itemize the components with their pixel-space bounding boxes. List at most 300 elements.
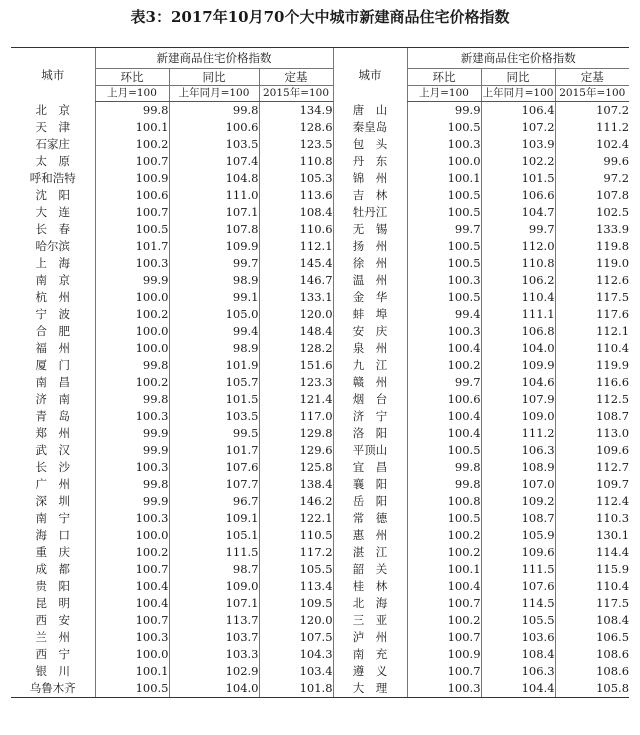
- city-name: 温 州: [333, 272, 407, 289]
- city-name: 唐 山: [333, 102, 407, 120]
- base-value: 103.4: [259, 663, 333, 680]
- page-title: 表3：2017年10月70个大中城市新建商品住宅价格指数: [130, 8, 510, 26]
- mom-value: 100.4: [407, 408, 481, 425]
- mom-value: 99.8: [95, 476, 169, 493]
- mom-value: 100.5: [407, 238, 481, 255]
- mom-value: 100.2: [95, 136, 169, 153]
- mom-value: 100.5: [407, 510, 481, 527]
- base-value: 112.5: [555, 391, 629, 408]
- yoy-value: 112.0: [481, 238, 555, 255]
- city-name: 无 锡: [333, 221, 407, 238]
- yoy-value: 103.5: [169, 136, 259, 153]
- base-value: 105.3: [259, 170, 333, 187]
- base-value: 117.5: [555, 595, 629, 612]
- mom-value: 100.7: [95, 153, 169, 170]
- city-name: 兰 州: [35, 630, 70, 644]
- yoy-value: 98.9: [169, 340, 259, 357]
- city-name: 武 汉: [35, 443, 70, 457]
- base-value: 102.5: [555, 204, 629, 221]
- base-mom-label: 上月=100: [95, 86, 169, 102]
- base-value: 151.6: [259, 357, 333, 374]
- base-value: 117.5: [555, 289, 629, 306]
- mom-value: 100.1: [407, 561, 481, 578]
- city-name: 牡丹江: [333, 204, 407, 221]
- city-name: 成 都: [35, 562, 70, 576]
- table-row: [11, 612, 629, 629]
- base-value: 111.2: [555, 119, 629, 136]
- yoy-value: 110.8: [481, 255, 555, 272]
- mom-value: 100.3: [95, 629, 169, 646]
- col-yoy-header-right: 同比: [481, 69, 555, 86]
- base-value: 102.4: [555, 136, 629, 153]
- city-name: 徐 州: [333, 255, 407, 272]
- table-row: [11, 476, 629, 493]
- mom-value: 100.7: [95, 612, 169, 629]
- base-value: 110.4: [555, 578, 629, 595]
- mom-value: 101.7: [95, 238, 169, 255]
- base-value: 119.8: [555, 238, 629, 255]
- mom-value: 100.5: [95, 680, 169, 698]
- mom-value: 99.8: [95, 357, 169, 374]
- city-name: 西 安: [35, 613, 70, 627]
- yoy-value: 98.9: [169, 272, 259, 289]
- mom-value: 99.9: [95, 425, 169, 442]
- yoy-value: 106.2: [481, 272, 555, 289]
- yoy-value: 104.8: [169, 170, 259, 187]
- table-row: [11, 442, 629, 459]
- base-mom-label-right: 上月=100: [407, 86, 481, 102]
- mom-value: 99.9: [95, 272, 169, 289]
- base-value: 119.9: [555, 357, 629, 374]
- table-row: [11, 187, 629, 204]
- base-value: 112.1: [555, 323, 629, 340]
- yoy-value: 105.7: [169, 374, 259, 391]
- city-name: 南 昌: [35, 375, 70, 389]
- mom-value: 100.0: [95, 340, 169, 357]
- table-row: [11, 391, 629, 408]
- yoy-value: 105.0: [169, 306, 259, 323]
- city-column-header-right: 城市: [333, 48, 407, 102]
- base-value: 134.9: [259, 102, 333, 120]
- city-name: 福 州: [35, 341, 70, 355]
- city-name: 南 京: [35, 273, 70, 287]
- base-value: 128.2: [259, 340, 333, 357]
- city-name: 三 亚: [333, 612, 407, 629]
- city-name: 秦皇岛: [333, 119, 407, 136]
- yoy-value: 106.3: [481, 442, 555, 459]
- base-value: 97.2: [555, 170, 629, 187]
- mom-value: 100.5: [407, 187, 481, 204]
- mom-value: 99.8: [95, 391, 169, 408]
- base-fixed-label-right: 2015年=100: [555, 86, 629, 102]
- city-name: 湛 江: [333, 544, 407, 561]
- mom-value: 100.5: [95, 221, 169, 238]
- base-value: 115.9: [555, 561, 629, 578]
- base-value: 113.6: [259, 187, 333, 204]
- yoy-value: 99.7: [481, 221, 555, 238]
- yoy-value: 103.3: [169, 646, 259, 663]
- city-name: 惠 州: [333, 527, 407, 544]
- base-value: 120.0: [259, 612, 333, 629]
- base-value: 129.8: [259, 425, 333, 442]
- yoy-value: 104.4: [481, 680, 555, 698]
- yoy-value: 101.7: [169, 442, 259, 459]
- mom-value: 100.6: [407, 391, 481, 408]
- base-value: 112.7: [555, 459, 629, 476]
- table-row: [11, 374, 629, 391]
- base-value: 110.4: [555, 340, 629, 357]
- city-name: 乌鲁木齐: [11, 680, 95, 698]
- mom-value: 100.4: [95, 578, 169, 595]
- yoy-value: 103.5: [169, 408, 259, 425]
- table-row: [11, 204, 629, 221]
- index-group-header-right: 新建商品住宅价格指数: [407, 48, 629, 69]
- base-value: 119.0: [555, 255, 629, 272]
- mom-value: 100.6: [95, 187, 169, 204]
- yoy-value: 106.3: [481, 663, 555, 680]
- mom-value: 100.3: [95, 459, 169, 476]
- city-column-header: 城市: [11, 48, 95, 102]
- base-value: 133.1: [259, 289, 333, 306]
- mom-value: 100.2: [95, 306, 169, 323]
- table-row: [11, 680, 629, 698]
- yoy-value: 99.7: [169, 255, 259, 272]
- yoy-value: 108.4: [481, 646, 555, 663]
- city-name: 北 京: [35, 102, 70, 117]
- base-value: 145.4: [259, 255, 333, 272]
- base-value: 130.1: [555, 527, 629, 544]
- table-row: [11, 493, 629, 510]
- city-name: 北 海: [333, 595, 407, 612]
- table-row: [11, 663, 629, 680]
- city-name: 杭 州: [35, 290, 70, 304]
- yoy-value: 109.6: [481, 544, 555, 561]
- table-row: [11, 629, 629, 646]
- base-value: 108.4: [259, 204, 333, 221]
- city-name: 蚌 埠: [333, 306, 407, 323]
- base-value: 112.6: [555, 272, 629, 289]
- mom-value: 100.5: [407, 442, 481, 459]
- base-value: 133.9: [555, 221, 629, 238]
- yoy-value: 107.0: [481, 476, 555, 493]
- table-row: [11, 425, 629, 442]
- base-value: 128.6: [259, 119, 333, 136]
- base-yoy-label-right: 上年同月=100: [481, 86, 555, 102]
- base-value: 99.6: [555, 153, 629, 170]
- city-name: 洛 阳: [333, 425, 407, 442]
- city-name: 金 华: [333, 289, 407, 306]
- yoy-value: 111.1: [481, 306, 555, 323]
- yoy-value: 107.6: [169, 459, 259, 476]
- yoy-value: 102.9: [169, 663, 259, 680]
- yoy-value: 106.4: [481, 102, 555, 120]
- city-name: 岳 阳: [333, 493, 407, 510]
- mom-value: 99.8: [95, 102, 169, 120]
- base-value: 109.6: [555, 442, 629, 459]
- yoy-value: 107.2: [481, 119, 555, 136]
- yoy-value: 104.6: [481, 374, 555, 391]
- city-name: 常 德: [333, 510, 407, 527]
- yoy-value: 99.4: [169, 323, 259, 340]
- city-name: 襄 阳: [333, 476, 407, 493]
- mom-value: 100.7: [95, 204, 169, 221]
- mom-value: 100.5: [407, 289, 481, 306]
- base-value: 125.8: [259, 459, 333, 476]
- yoy-value: 98.7: [169, 561, 259, 578]
- mom-value: 100.4: [95, 595, 169, 612]
- base-value: 138.4: [259, 476, 333, 493]
- base-value: 107.2: [555, 102, 629, 120]
- mom-value: 99.9: [95, 493, 169, 510]
- mom-value: 100.3: [407, 323, 481, 340]
- table-row: [11, 272, 629, 289]
- mom-value: 100.2: [95, 544, 169, 561]
- table-row: [11, 306, 629, 323]
- mom-value: 100.3: [407, 680, 481, 698]
- mom-value: 100.1: [95, 119, 169, 136]
- city-name: 石家庄: [35, 137, 70, 151]
- mom-value: 100.4: [407, 425, 481, 442]
- base-value: 108.4: [555, 612, 629, 629]
- base-value: 123.5: [259, 136, 333, 153]
- mom-value: 100.4: [407, 340, 481, 357]
- city-name: 济 宁: [333, 408, 407, 425]
- yoy-value: 107.9: [481, 391, 555, 408]
- city-name: 大 理: [333, 680, 407, 698]
- city-name: 广 州: [35, 477, 70, 491]
- yoy-value: 99.5: [169, 425, 259, 442]
- mom-value: 100.7: [95, 561, 169, 578]
- table-row: [11, 102, 629, 120]
- mom-value: 100.5: [407, 119, 481, 136]
- yoy-value: 109.0: [481, 408, 555, 425]
- mom-value: 100.1: [407, 170, 481, 187]
- yoy-value: 109.0: [169, 578, 259, 595]
- base-value: 117.2: [259, 544, 333, 561]
- mom-value: 99.9: [95, 442, 169, 459]
- yoy-value: 109.9: [169, 238, 259, 255]
- mom-value: 100.0: [95, 323, 169, 340]
- yoy-value: 101.5: [169, 391, 259, 408]
- mom-value: 100.2: [407, 357, 481, 374]
- city-name: 泉 州: [333, 340, 407, 357]
- base-value: 106.5: [555, 629, 629, 646]
- mom-value: 100.0: [95, 527, 169, 544]
- city-name: 南 宁: [35, 511, 70, 525]
- base-value: 148.4: [259, 323, 333, 340]
- table-row: [11, 527, 629, 544]
- table-row: [11, 646, 629, 663]
- city-name: 贵 阳: [35, 579, 70, 593]
- mom-value: 100.0: [95, 289, 169, 306]
- city-name: 哈尔滨: [35, 239, 70, 253]
- table-row: [11, 136, 629, 153]
- yoy-value: 106.6: [481, 187, 555, 204]
- city-name: 太 原: [35, 154, 70, 168]
- city-name: 泸 州: [333, 629, 407, 646]
- base-value: 109.5: [259, 595, 333, 612]
- yoy-value: 111.0: [169, 187, 259, 204]
- mom-value: 100.2: [407, 527, 481, 544]
- city-name: 宁 波: [35, 307, 70, 321]
- table-row: [11, 289, 629, 306]
- table-row: [11, 170, 629, 187]
- yoy-value: 103.7: [169, 629, 259, 646]
- city-name: 平顶山: [333, 442, 407, 459]
- mom-value: 100.3: [407, 272, 481, 289]
- yoy-value: 107.1: [169, 595, 259, 612]
- mom-value: 100.2: [95, 374, 169, 391]
- table-row: [11, 510, 629, 527]
- yoy-value: 109.2: [481, 493, 555, 510]
- city-name: 天 津: [35, 120, 70, 134]
- mom-value: 100.9: [407, 646, 481, 663]
- base-value: 105.5: [259, 561, 333, 578]
- yoy-value: 104.0: [169, 680, 259, 698]
- city-name: 扬 州: [333, 238, 407, 255]
- city-name: 青 岛: [35, 409, 70, 423]
- yoy-value: 105.1: [169, 527, 259, 544]
- base-value: 120.0: [259, 306, 333, 323]
- base-value: 108.6: [555, 646, 629, 663]
- base-value: 146.7: [259, 272, 333, 289]
- col-yoy-header: 同比: [169, 69, 259, 86]
- city-name: 上 海: [35, 256, 70, 270]
- base-value: 113.4: [259, 578, 333, 595]
- yoy-value: 103.6: [481, 629, 555, 646]
- base-value: 110.3: [555, 510, 629, 527]
- yoy-value: 107.1: [169, 204, 259, 221]
- city-name: 赣 州: [333, 374, 407, 391]
- yoy-value: 105.9: [481, 527, 555, 544]
- mom-value: 100.7: [407, 595, 481, 612]
- price-index-table: [11, 47, 629, 698]
- base-value: 108.7: [555, 408, 629, 425]
- base-value: 107.8: [555, 187, 629, 204]
- mom-value: 99.4: [407, 306, 481, 323]
- table-row: [11, 119, 629, 136]
- yoy-value: 106.8: [481, 323, 555, 340]
- city-name: 合 肥: [35, 324, 70, 338]
- city-name: 锦 州: [333, 170, 407, 187]
- base-value: 108.6: [555, 663, 629, 680]
- mom-value: 100.5: [407, 204, 481, 221]
- yoy-value: 111.5: [169, 544, 259, 561]
- base-fixed-label: 2015年=100: [259, 86, 333, 102]
- yoy-value: 107.4: [169, 153, 259, 170]
- base-value: 110.8: [259, 153, 333, 170]
- table-row: [11, 544, 629, 561]
- base-value: 105.8: [555, 680, 629, 698]
- yoy-value: 105.5: [481, 612, 555, 629]
- mom-value: 100.9: [95, 170, 169, 187]
- mom-value: 99.8: [407, 459, 481, 476]
- mom-value: 99.7: [407, 374, 481, 391]
- yoy-value: 101.9: [169, 357, 259, 374]
- table-row: [11, 595, 629, 612]
- yoy-value: 100.6: [169, 119, 259, 136]
- yoy-value: 101.5: [481, 170, 555, 187]
- base-value: 110.6: [259, 221, 333, 238]
- base-value: 121.4: [259, 391, 333, 408]
- table-row: [11, 238, 629, 255]
- mom-value: 99.7: [407, 221, 481, 238]
- city-name: 韶 关: [333, 561, 407, 578]
- mom-value: 100.1: [95, 663, 169, 680]
- table-row: [11, 340, 629, 357]
- yoy-value: 109.1: [169, 510, 259, 527]
- table-row: [11, 323, 629, 340]
- city-name: 郑 州: [35, 426, 70, 440]
- table-row: [11, 561, 629, 578]
- yoy-value: 108.7: [481, 510, 555, 527]
- mom-value: 100.8: [407, 493, 481, 510]
- base-value: 110.5: [259, 527, 333, 544]
- base-value: 107.5: [259, 629, 333, 646]
- table-row: [11, 357, 629, 374]
- city-name: 西 宁: [35, 647, 70, 661]
- mom-value: 100.7: [407, 629, 481, 646]
- yoy-value: 107.7: [169, 476, 259, 493]
- city-name: 海 口: [35, 528, 70, 542]
- yoy-value: 110.4: [481, 289, 555, 306]
- yoy-value: 109.9: [481, 357, 555, 374]
- yoy-value: 104.7: [481, 204, 555, 221]
- base-yoy-label: 上年同月=100: [169, 86, 259, 102]
- mom-value: 100.7: [407, 663, 481, 680]
- table-row: [11, 459, 629, 476]
- city-name: 厦 门: [35, 358, 70, 372]
- base-value: 116.6: [555, 374, 629, 391]
- yoy-value: 107.8: [169, 221, 259, 238]
- mom-value: 99.8: [407, 476, 481, 493]
- table-row: [11, 255, 629, 272]
- city-name: 长 春: [35, 222, 70, 236]
- yoy-value: 111.2: [481, 425, 555, 442]
- city-name: 长 沙: [35, 460, 70, 474]
- city-name: 包 头: [333, 136, 407, 153]
- mom-value: 100.3: [95, 255, 169, 272]
- city-name: 济 南: [35, 392, 70, 406]
- city-name: 宜 昌: [333, 459, 407, 476]
- mom-value: 100.5: [407, 255, 481, 272]
- yoy-value: 99.1: [169, 289, 259, 306]
- city-name: 安 庆: [333, 323, 407, 340]
- city-name: 丹 东: [333, 153, 407, 170]
- mom-value: 100.3: [95, 510, 169, 527]
- mom-value: 100.3: [407, 136, 481, 153]
- city-name: 重 庆: [35, 545, 70, 559]
- yoy-value: 113.7: [169, 612, 259, 629]
- city-name: 银 川: [35, 664, 70, 678]
- base-value: 146.2: [259, 493, 333, 510]
- table-row: [11, 221, 629, 238]
- mom-value: 100.2: [407, 612, 481, 629]
- city-name: 烟 台: [333, 391, 407, 408]
- city-name: 吉 林: [333, 187, 407, 204]
- yoy-value: 114.5: [481, 595, 555, 612]
- col-base-header-right: 定基: [555, 69, 629, 86]
- base-value: 117.0: [259, 408, 333, 425]
- base-value: 129.6: [259, 442, 333, 459]
- city-name: 沈 阳: [35, 188, 70, 202]
- yoy-value: 102.2: [481, 153, 555, 170]
- mom-value: 100.0: [407, 153, 481, 170]
- base-value: 101.8: [259, 680, 333, 698]
- base-value: 104.3: [259, 646, 333, 663]
- city-name: 昆 明: [35, 596, 70, 610]
- city-name: 九 江: [333, 357, 407, 374]
